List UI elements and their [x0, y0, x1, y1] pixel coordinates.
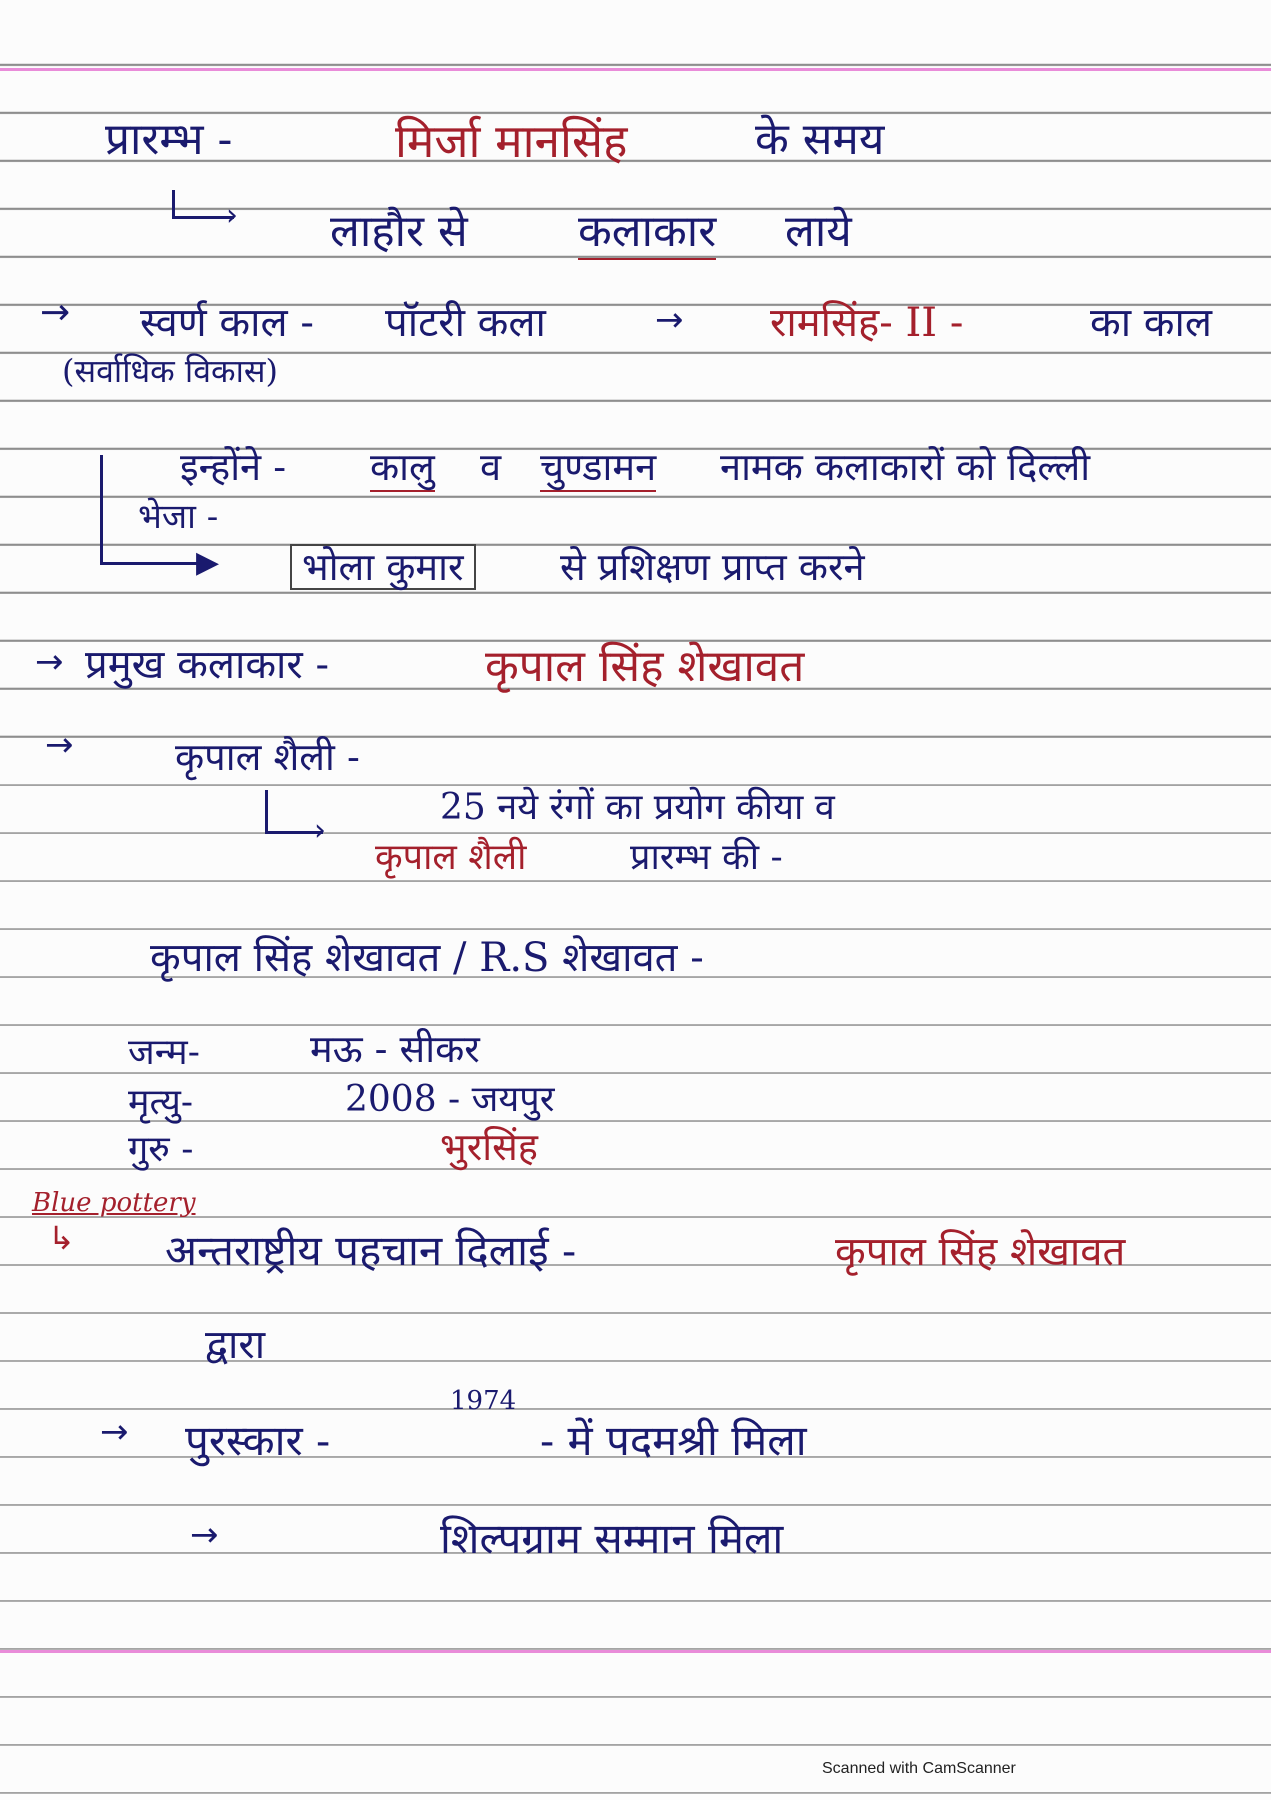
arrow-right-icon: →	[100, 1412, 129, 1452]
line11-tail: प्रारम्भ की -	[630, 837, 783, 878]
line6-text: भेजा -	[138, 497, 219, 537]
line3-tail: का काल	[1090, 300, 1212, 346]
line5-underlined-a: कालु	[370, 448, 435, 492]
line5-underlined-b: चुण्डामन	[540, 448, 656, 492]
arrow-right-icon: ›	[314, 813, 326, 848]
line1-value: मिर्जा मानसिंह	[395, 114, 628, 168]
line9-label: कृपाल शैली -	[175, 735, 360, 779]
line18-year: 1974	[450, 1386, 517, 1416]
line5-text-a: इन्होंने -	[180, 445, 287, 489]
line3-mid: पॉटरी कला	[385, 300, 546, 346]
line13-label: जन्म-	[128, 1032, 200, 1073]
line2-text: लाहौर से	[330, 206, 468, 257]
line7-tail: से प्रशिक्षण प्राप्त करने	[560, 545, 865, 589]
line15-label: गुरु -	[128, 1129, 194, 1170]
line16-value: कृपाल सिंह शेखावत	[835, 1229, 1126, 1275]
top-margin-line	[0, 68, 1271, 71]
arrow-right-icon: ▶	[196, 545, 220, 580]
arrow-right-icon: ↳	[48, 1219, 75, 1257]
line11-red: कृपाल शैली	[375, 837, 527, 878]
line1-label: प्रारम्भ -	[105, 114, 233, 165]
bracket-vertical	[100, 455, 103, 565]
scanner-watermark: Scanned with CamScanner	[822, 1760, 1016, 1777]
line3-label: स्वर्ण काल -	[140, 300, 314, 346]
line16-text: अन्तराष्ट्रीय पहचान दिलाई -	[165, 1226, 577, 1275]
bracket-horizontal	[100, 562, 200, 565]
line18-tail: - में पदमश्री मिला	[540, 1416, 807, 1465]
line8-label: प्रमुख कलाकार -	[85, 642, 329, 688]
line2-underlined: कलाकार	[578, 210, 716, 260]
line2-tail: लाये	[785, 206, 852, 257]
line18-label: पुरस्कार -	[185, 1416, 331, 1465]
line2-arrow-shaft	[172, 216, 234, 219]
arrow-right-icon: →	[40, 292, 71, 333]
line19-text: शिल्पग्राम सम्मान मिला	[440, 1514, 784, 1563]
line12-text: कृपाल सिंह शेखावत / R.S शेखावत -	[150, 935, 704, 981]
line7-boxed: भोला कुमार	[290, 544, 476, 590]
arrow-right-icon: →	[190, 1515, 219, 1555]
line2-arrow-stem	[172, 190, 175, 218]
arrow-right-icon: →	[655, 300, 684, 340]
line4-paren: (सर्वाधिक विकास)	[62, 352, 278, 390]
line14-label: मृत्यु-	[128, 1082, 194, 1123]
line8-value: कृपाल सिंह शेखावत	[485, 641, 805, 692]
line5-text-c: नामक कलाकारों को दिल्ली	[720, 445, 1091, 489]
line3-value: रामसिंह- II -	[770, 300, 964, 346]
bottom-margin-line	[0, 1650, 1271, 1653]
arrow-right-icon: →	[35, 642, 64, 682]
line16-note: Blue pottery	[32, 1188, 196, 1218]
line5-text-b: व	[480, 445, 502, 489]
arrow-right-icon: →	[45, 725, 74, 765]
line10-text: 25 नये रंगों का प्रयोग कीया व	[440, 787, 835, 828]
line15-value: भुरसिंह	[440, 1125, 538, 1169]
arrow-right-icon: ›	[226, 198, 238, 233]
line1-tail: के समय	[755, 114, 885, 165]
line10-arrow-stem	[265, 790, 268, 834]
line13-value: मऊ - सीकर	[310, 1027, 480, 1071]
line14-value: 2008 - जयपुर	[345, 1079, 555, 1120]
line17-text: द्वारा	[205, 1322, 266, 1368]
